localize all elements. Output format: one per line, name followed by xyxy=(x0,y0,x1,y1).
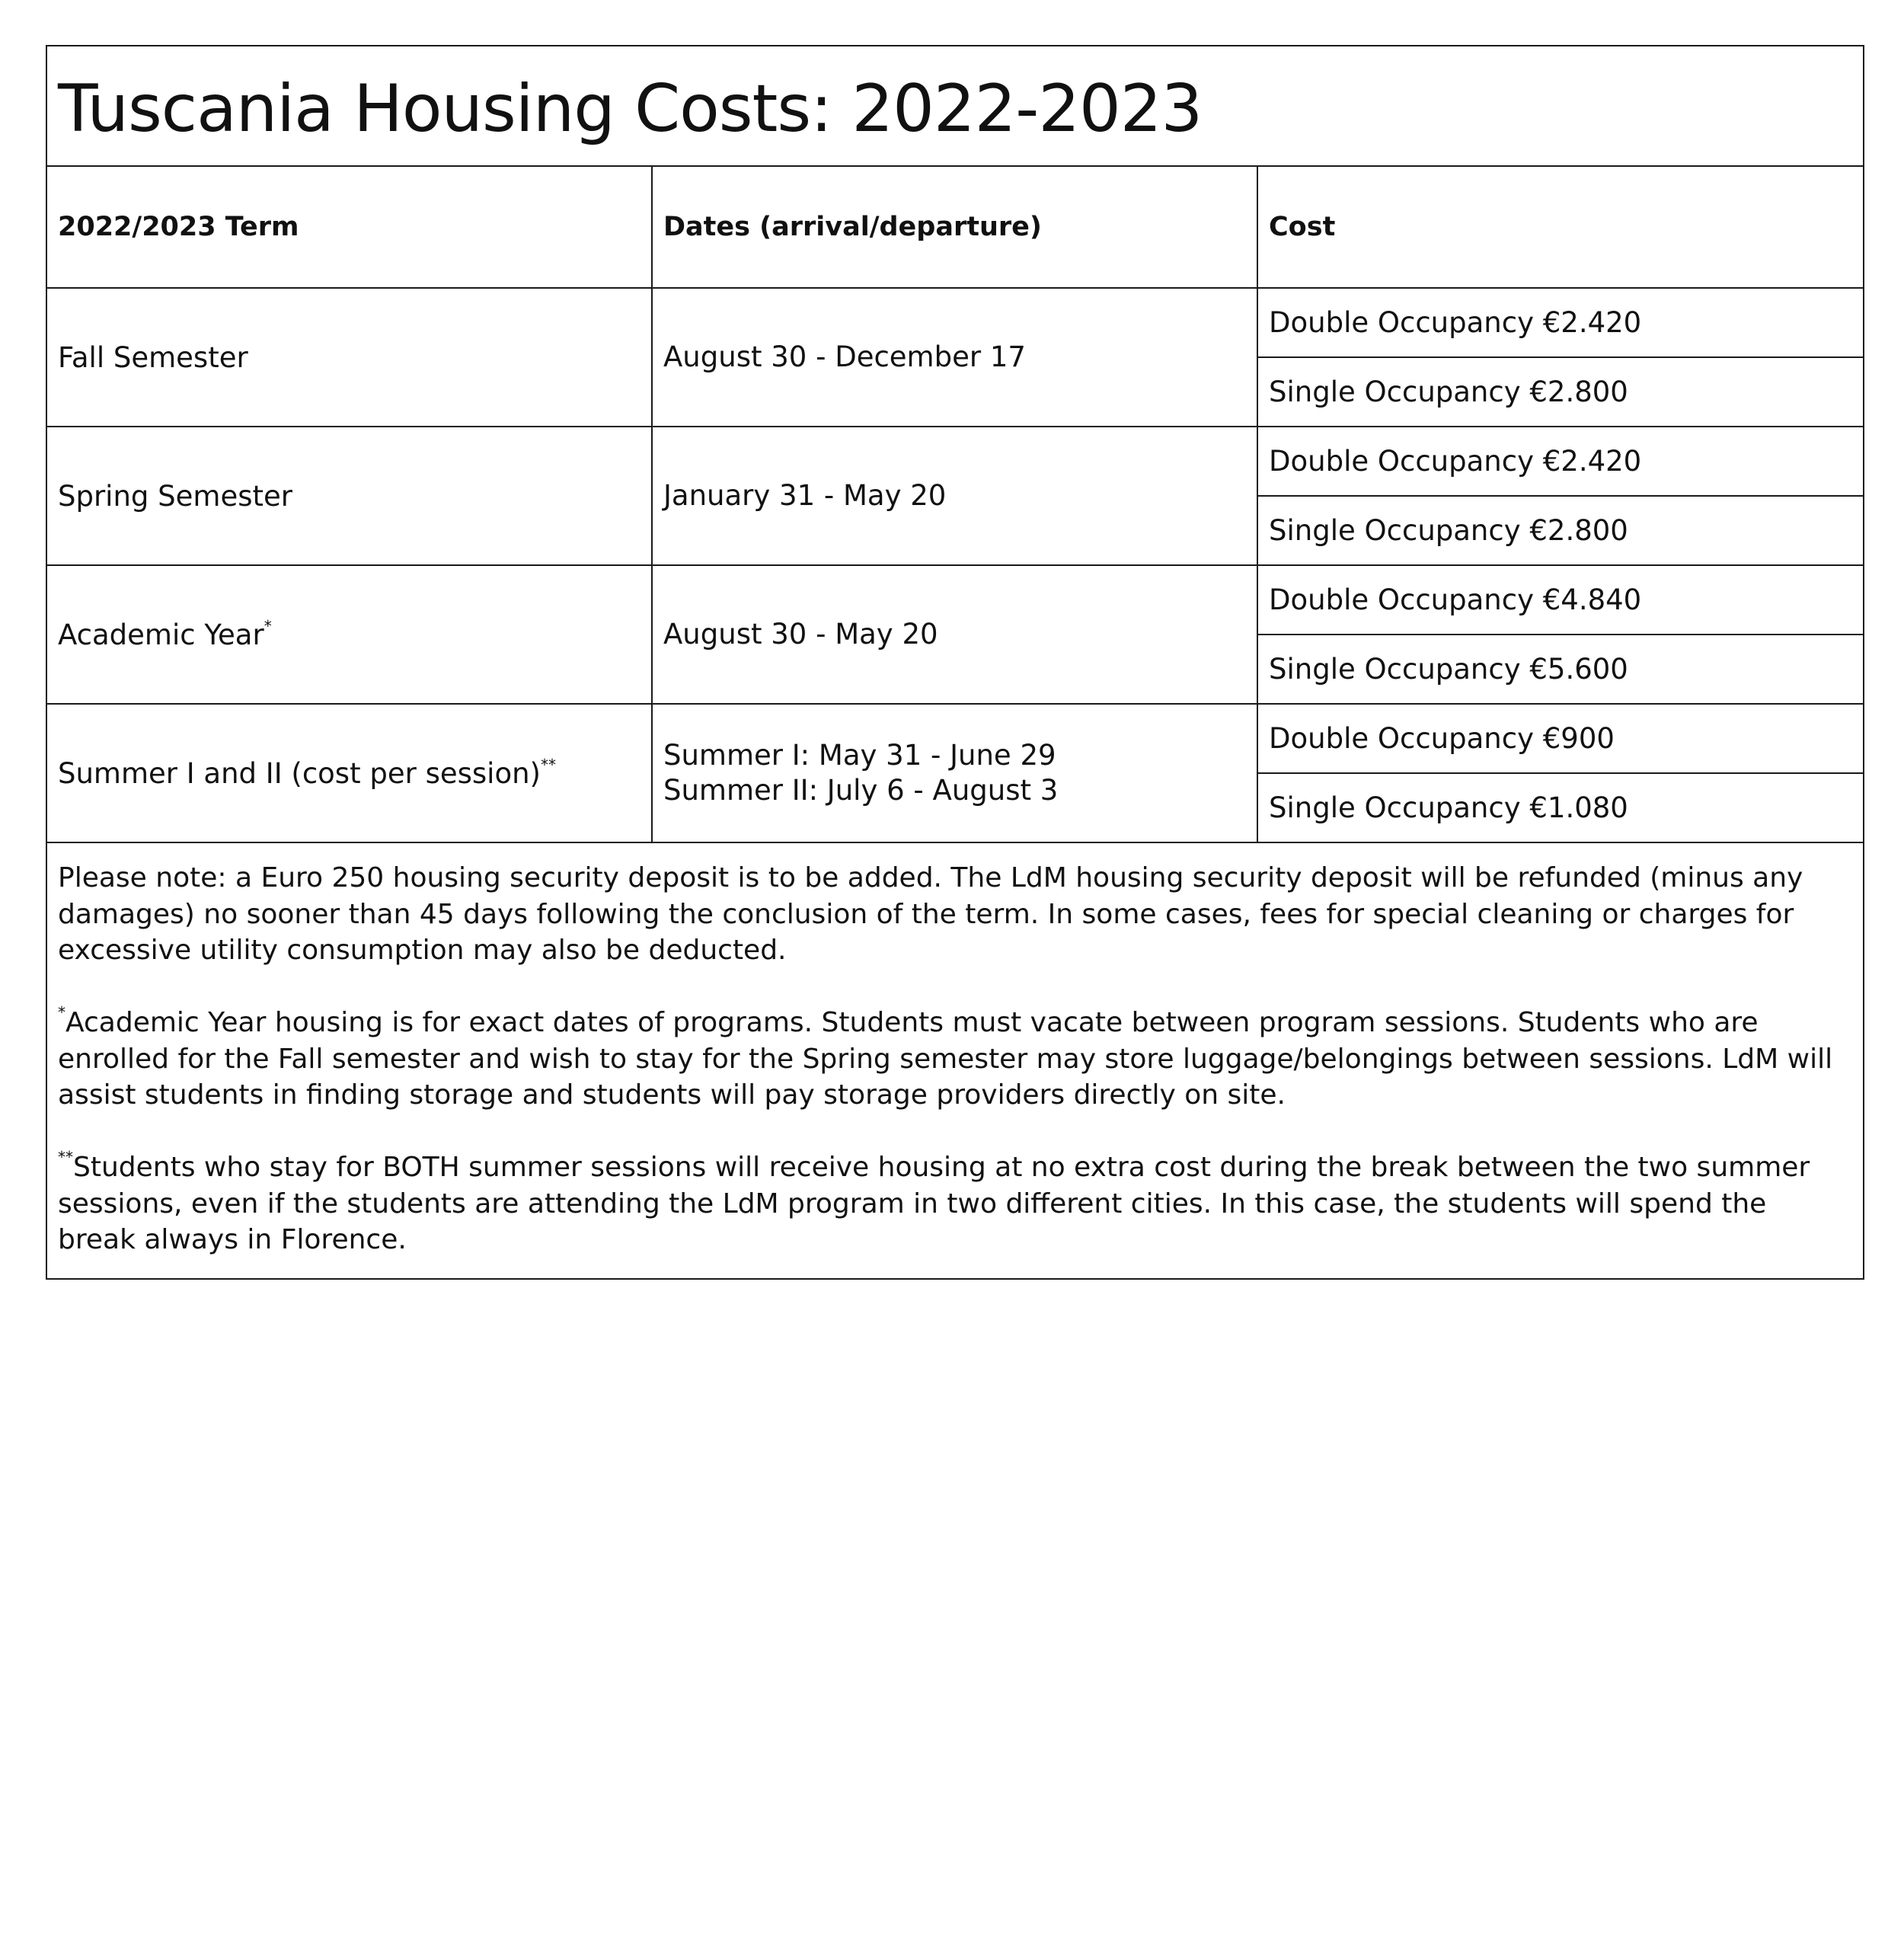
dates-cell xyxy=(652,427,1257,565)
dates-line: Summer II: July 6 - August 3 xyxy=(663,774,1059,807)
term-cell xyxy=(46,565,652,704)
cost-single: Single Occupancy €5.600 xyxy=(1257,635,1864,704)
term-label: Fall Semester xyxy=(58,340,248,374)
term-label: Summer I and II (cost per session) xyxy=(58,756,541,790)
term-label: Spring Semester xyxy=(58,479,292,513)
academic-year-note-text: Academic Year housing is for exact dates of programs. Students must vacate between program sessions. Students who are enrolled for the Fall semester and wish to stay for the Spring semester may store luggage/belongings between sessions. LdM will assist students in finding storage and students will pay storage providers directly on site. xyxy=(58,1007,1833,1111)
header-dates: Dates (arrival/departure) xyxy=(652,166,1257,288)
footnote-mark: * xyxy=(264,616,272,635)
term-cell xyxy=(46,427,652,565)
table-row xyxy=(46,704,1864,773)
table-row xyxy=(46,427,1864,496)
header-cost: Cost xyxy=(1257,166,1864,288)
footnote-mark: ** xyxy=(540,755,556,774)
cost-double: Double Occupancy €4.840 xyxy=(1257,565,1864,635)
page-title: Tuscania Housing Costs: 2022-2023 xyxy=(46,46,1864,166)
cost-single: Single Occupancy €1.080 xyxy=(1257,773,1864,842)
housing-costs-table xyxy=(46,45,1864,1280)
notes-cell xyxy=(46,842,1864,1279)
term-cell xyxy=(46,288,652,427)
term-label: Academic Year xyxy=(58,618,264,651)
deposit-note: Please note: a Euro 250 housing security deposit is to be added. The LdM housing security deposit will be refunded (minus any damages) no sooner than 45 days following the conclusion of the term. In some cases, fees for special cleaning or charges for excessive utility consumption may also be deducted. xyxy=(58,862,1803,966)
header-term: 2022/2023 Term xyxy=(46,166,652,288)
summer-note xyxy=(58,1149,1852,1258)
dates-cell xyxy=(652,288,1257,427)
dates-cell xyxy=(652,704,1257,842)
dates-cell xyxy=(652,565,1257,704)
footnote-mark: * xyxy=(58,1003,65,1021)
term-cell xyxy=(46,704,652,842)
dates-line: August 30 - May 20 xyxy=(663,618,938,651)
cost-single: Single Occupancy €2.800 xyxy=(1257,496,1864,565)
cost-double: Double Occupancy €2.420 xyxy=(1257,288,1864,357)
cost-double: Double Occupancy €2.420 xyxy=(1257,427,1864,496)
summer-note-text: Students who stay for BOTH summer sessions will receive housing at no extra cost during the break between the two summer sessions, even if the students are attending the LdM program in two different cities. In this case, the students will spend the break always in Florence. xyxy=(58,1152,1810,1255)
dates-line: Summer I: May 31 - June 29 xyxy=(663,739,1056,772)
table-row xyxy=(46,565,1864,635)
cost-double: Double Occupancy €900 xyxy=(1257,704,1864,773)
cost-single: Single Occupancy €2.800 xyxy=(1257,357,1864,427)
table-header-row xyxy=(46,166,1864,288)
academic-year-note xyxy=(58,1005,1852,1114)
notes-row xyxy=(46,842,1864,1279)
table-row xyxy=(46,288,1864,357)
dates-line: January 31 - May 20 xyxy=(663,479,947,512)
footnote-mark: ** xyxy=(58,1148,73,1166)
dates-line: August 30 - December 17 xyxy=(663,340,1026,373)
